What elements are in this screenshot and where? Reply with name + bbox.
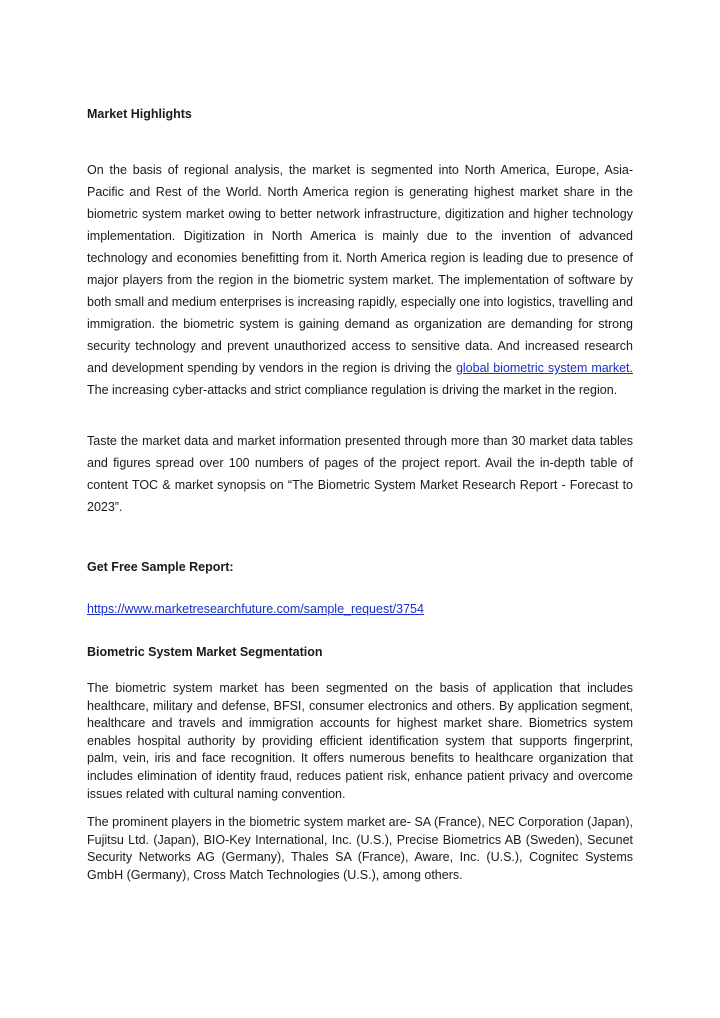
market-highlights-paragraph: [87, 159, 633, 401]
global-biometric-market-link[interactable]: global biometric system market.: [455, 361, 633, 375]
report-synopsis-paragraph: Taste the market data and market information presented through more than 30 market data tables and figures spread over 100 numbers of pages of the project report. Avail the in-depth table of content TOC & market synopsis on “The Biometric System Market Research Report - Forecast to 2023”.: [87, 434, 633, 514]
paragraph-text-before-link: On the basis of regional analysis, the market is segmented into North America, Europe, Asia-Pacific and Rest of the World. North America region is generating highest market share in the biometric system market owing to better network infrastructure, digitization and higher technology implementation. Digitization in North America is mainly due to the invention of advanced technology and economies benefitting from it. North America region is leading due to presence of major players from the region in the biometric system market. The implementation of software by both small and medium enterprises is increasing rapidly, especially one into logistics, travelling and immigration. the biometric system is gaining demand as organization are demanding for strong security technology and prevent unauthorized access to sensitive data. And increased research and development spending by vendors in the region is driving the: [87, 163, 633, 375]
sample-request-link[interactable]: https://www.marketresearchfuture.com/sample_request/3754: [87, 602, 424, 616]
market-highlights-heading: Market Highlights: [87, 107, 192, 121]
paragraph-text-after-link: The increasing cyber-attacks and strict compliance regulation is driving the market in the region.: [87, 383, 618, 397]
segmentation-heading: Biometric System Market Segmentation: [87, 645, 323, 659]
segmentation-paragraph: The biometric system market has been segmented on the basis of application that includes healthcare, military and defense, BFSI, consumer electronics and others. By application segment, healthcare and travels and immigration accounts for highest market share. Biometrics system enables hospital authority by providing efficient identification system that supports fingerprint, palm, vein, iris and face recognition. It offers numerous benefits to healthcare organization that includes elimination of identity fraud, reduces patient risk, enhance patient privacy and overcome issues related with cultural naming convention.: [87, 681, 633, 801]
free-sample-heading: Get Free Sample Report:: [87, 560, 234, 574]
prominent-players-paragraph: The prominent players in the biometric system market are- SA (France), NEC Corporation (Japan), Fujitsu Ltd. (Japan), BIO-Key International, Inc. (U.S.), Precise Biometrics AB (Sweden), Secunet Security Networks AG (Germany), Thales SA (France), Aware, Inc. (U.S.), Cognitec Systems GmbH (Germany), Cross Match Technologies (U.S.), among others.: [87, 815, 633, 882]
